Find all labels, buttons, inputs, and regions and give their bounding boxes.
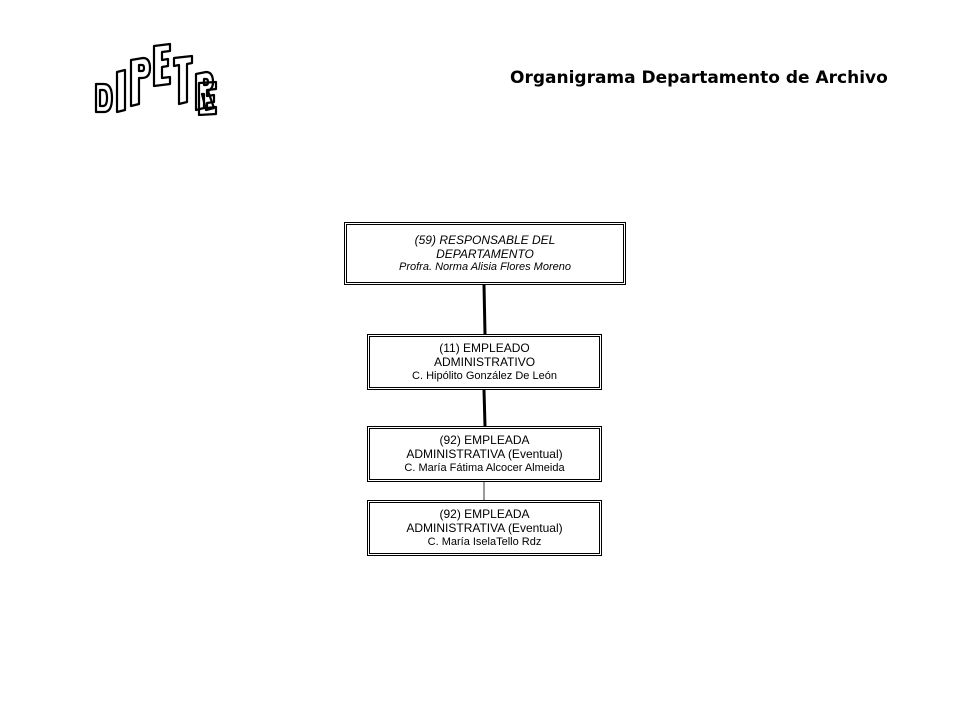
- node-role-line2-wrap: [406, 521, 562, 535]
- node-role-suffix: (Eventual): [507, 521, 563, 536]
- node-role-line2: ADMINISTRATIVA: [406, 447, 505, 462]
- page-title: Organigrama Departamento de Archivo: [510, 68, 888, 88]
- node-role-line2: DEPARTAMENTO: [436, 246, 534, 261]
- node-role-suffix: (Eventual): [507, 447, 563, 462]
- connector-1-2: [484, 285, 485, 334]
- node-role-line2-wrap: [406, 447, 562, 461]
- org-node-empleada-92a: [367, 426, 602, 482]
- node-person: C. Hipólito González De León: [412, 369, 557, 382]
- org-node-empleado-11: [367, 334, 602, 390]
- logo-letter-e-icon: [196, 80, 220, 116]
- node-role-line2: ADMINISTRATIVA: [406, 521, 505, 536]
- node-role-line1: (59) RESPONSABLE DEL: [414, 232, 556, 247]
- node-role-line1: (11) EMPLEADO: [439, 341, 530, 356]
- node-person: C. María IselaTello Rdz: [427, 535, 542, 548]
- node-person: Profra. Norma Alisia Flores Moreno: [399, 261, 571, 274]
- org-node-empleada-92b: [367, 500, 602, 556]
- node-role-line1: (92) EMPLEADA: [439, 433, 530, 448]
- node-role-line2: ADMINISTRATIVO: [433, 355, 536, 370]
- connector-2-3: [484, 390, 485, 426]
- node-person: C. María Fátima Alcocer Almeida: [404, 461, 565, 474]
- node-role-line1: (92) EMPLEADA: [439, 507, 530, 522]
- org-node-responsable: [344, 222, 626, 285]
